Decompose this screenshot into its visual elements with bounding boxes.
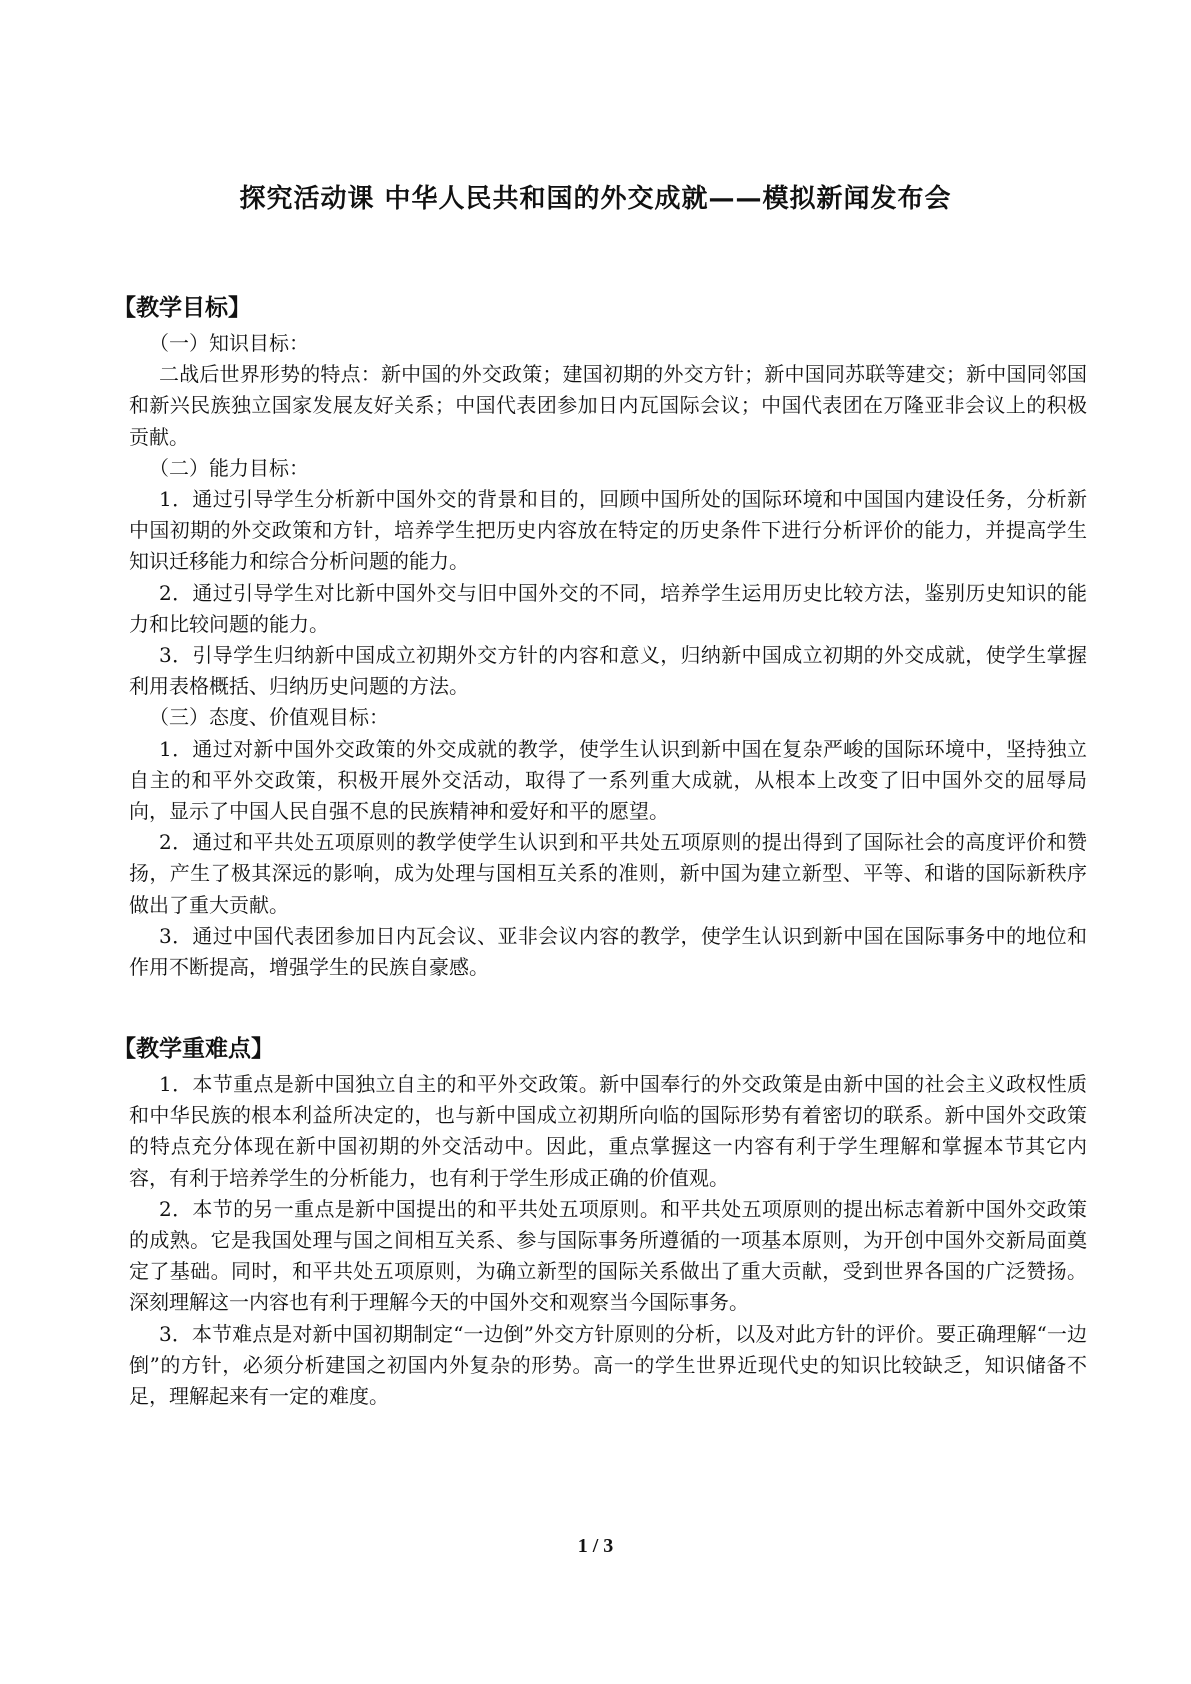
paragraph: 2．通过引导学生对比新中国外交与旧中国外交的不同，培养学生运用历史比较方法，鉴别历史知识的能力和比较问题的能力。 — [129, 580, 1087, 636]
section-objectives-body — [129, 328, 1087, 983]
document-title: 探究活动课 中华人民共和国的外交成就——模拟新闻发布会 — [239, 184, 952, 214]
subheading-knowledge: （一）知识目标： — [149, 331, 309, 355]
subheading-attitude: （三）态度、价值观目标： — [149, 705, 389, 730]
paragraph: 2．通过和平共处五项原则的教学使学生认识到和平共处五项原则的提出得到了国际社会的高度评价和赞扬，产生了极其深远的影响，成为处理与国相互关系的准则，新中国为建立新型、平等、和谐的国际新秩序做出了重大贡献。 — [129, 830, 1087, 917]
paragraph: 二战后世界形势的特点：新中国的外交政策；建国初期的外交方针；新中国同苏联等建交；新中国同邻国和新兴民族独立国家发展友好关系；中国代表团参加日内瓦国际会议；中国代表团在万隆亚非会议上的积极贡献。 — [129, 362, 1087, 449]
paragraph: 1．通过引导学生分析新中国外交的背景和目的，回顾中国所处的国际环境和中国国内建设任务，分析新中国初期的外交政策和方针，培养学生把历史内容放在特定的历史条件下进行分析评价的能力，并提高学生知识迁移能力和综合分析问题的能力。 — [129, 487, 1087, 574]
paragraph: 3．引导学生归纳新中国成立初期外交方针的内容和意义，归纳新中国成立初期的外交成就，使学生掌握利用表格概括、归纳历史问题的方法。 — [129, 643, 1087, 699]
paragraph: 3．通过中国代表团参加日内瓦会议、亚非会议内容的教学，使学生认识到新中国在国际事务中的地位和作用不断提高，增强学生的民族自豪感。 — [129, 923, 1087, 980]
paragraph: 2．本节的另一重点是新中国提出的和平共处五项原则。和平共处五项原则的提出标志着新中国外交政策的成熟。它是我国处理与国之间相互关系、参与国际事务所遵循的一项基本原则，为开创中国外交新局面奠定了基础。同时，和平共处五项原则，为确立新型的国际关系做出了重大贡献，受到世界各国的广泛赞扬。深刻理解这一内容也有利于理解今天的中国外交和观察当今国际事务。 — [129, 1196, 1087, 1315]
page-number: 1 / 3 — [577, 1535, 614, 1557]
paragraph: 1．通过对新中国外交政策的外交成就的教学，使学生认识到新中国在复杂严峻的国际环境中，坚持独立自主的和平外交政策，积极开展外交活动，取得了一系列重大成就，从根本上改变了旧中国外交的屈辱局向，显示了中国人民自强不息的民族精神和爱好和平的愿望。 — [129, 736, 1087, 824]
section-heading-objectives: 【教学目标】 — [113, 295, 251, 321]
paragraph: 3．本节难点是对新中国初期制定“一边倒”外交方针原则的分析，以及对此方针的评价。要正确理解“一边倒”的方针，必须分析建国之初国内外复杂的形势。高一的学生世界近现代史的知识比较缺乏，知识储备不足，理解起来有一定的难度。 — [129, 1321, 1087, 1409]
section-key-points-body — [129, 1069, 1087, 1412]
paragraph: 1．本节重点是新中国独立自主的和平外交政策。新中国奉行的外交政策是由新中国的社会主义政权性质和中华民族的根本利益所决定的，也与新中国成立初期所向临的国际形势有着密切的联系。新中国外交政策的特点充分体现在新中国初期的外交活动中。因此，重点掌握这一内容有利于学生理解和掌握本节其它内容，有利于培养学生的分析能力，也有利于学生形成正确的价值观。 — [129, 1072, 1087, 1190]
subheading-ability: （二）能力目标： — [149, 455, 309, 480]
section-heading-key-points: 【教学重难点】 — [113, 1036, 274, 1062]
